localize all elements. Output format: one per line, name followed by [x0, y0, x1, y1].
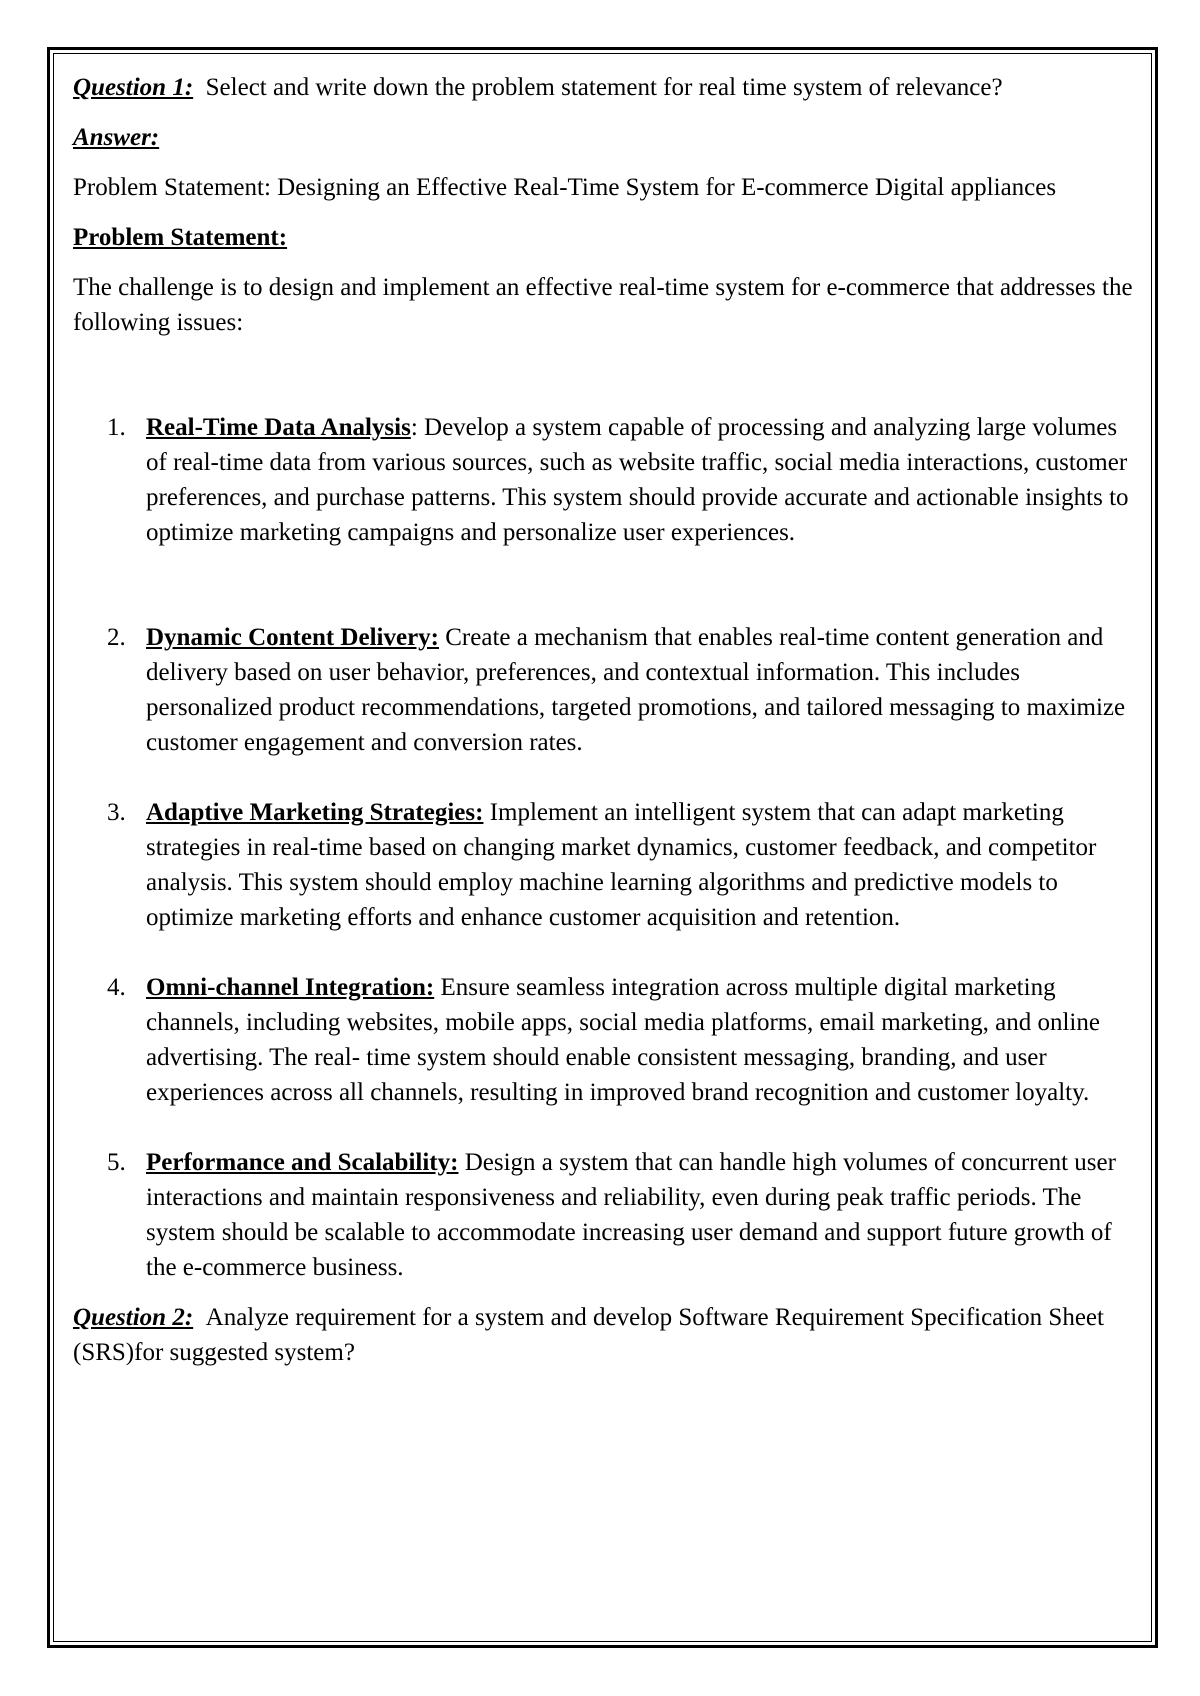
list-item: [73, 410, 1133, 550]
document-body: [73, 70, 1133, 1370]
list-item-number: 4.: [107, 974, 126, 1001]
list-item-number: 1.: [107, 414, 126, 441]
question-2-text: Analyze requirement for a system and develop Software Requirement Specification Sheet (SRS)for suggested system?: [73, 1304, 1104, 1366]
list-item-number: 3.: [107, 799, 126, 826]
list-item-number: 2.: [107, 624, 126, 651]
list-item: [73, 970, 1133, 1110]
list-item-text: Design a system that can handle high volumes of concurrent user interactions and maintain responsiveness and reliability, even during peak traffic periods. The system should be scalable to accommodate increasing user demand and support future growth of the e-commerce business.: [146, 1149, 1116, 1281]
list-item-text: Ensure seamless integration across multiple digital marketing channels, including websites, mobile apps, social media platforms, email marketing, and online advertising. The real- time system should enable consistent messaging, branding, and user experiences across all channels, resulting in improved brand recognition and customer loyalty.: [146, 974, 1100, 1106]
list-item-title: Real-Time Data Analysis: [146, 414, 411, 441]
question-2-label: Question 2:: [73, 1304, 194, 1331]
answer-label-text: Answer:: [73, 124, 160, 151]
list-item-text: Implement an intelligent system that can adapt marketing strategies in real-time based on changing market dynamics, customer feedback, and competitor analysis. This system should employ machine learning algorithms and predictive models to optimize marketing efforts and enhance customer acquisition and retention.: [146, 799, 1097, 931]
problem-statement-heading-text: Problem Statement:: [73, 224, 288, 251]
list-item-number: 5.: [107, 1149, 126, 1176]
list-item: [73, 795, 1133, 935]
list-item-text: Create a mechanism that enables real-time content generation and delivery based on user behavior, preferences, and contextual information. This includes personalized product recommendations, targeted promotions, and tailored messaging to maximize customer engagement and conversion rates.: [146, 624, 1126, 756]
issues-list: [73, 410, 1133, 1285]
list-item-text: : Develop a system capable of processing and analyzing large volumes of real-time data from various sources, such as website traffic, social media interactions, customer preferences, and purchase patterns. This system should provide accurate and actionable insights to optimize marketing campaigns and personalize user experiences.: [146, 414, 1129, 546]
list-item-title: Omni-channel Integration:: [146, 974, 435, 1001]
problem-statement-heading: [73, 220, 1133, 255]
list-item-title: Performance and Scalability:: [146, 1149, 459, 1176]
answer-label: [73, 120, 1133, 155]
question-1-text: Select and write down the problem statement for real time system of relevance?: [205, 74, 1003, 101]
list-item-title: Adaptive Marketing Strategies:: [146, 799, 484, 826]
list-item-title: Dynamic Content Delivery:: [146, 624, 439, 651]
list-item: [73, 620, 1133, 760]
list-item: [73, 1145, 1133, 1285]
question-1: [73, 70, 1133, 105]
problem-statement-description: The challenge is to design and implement an effective real-time system for e-commerce that addresses the following issues:: [73, 274, 1133, 336]
question-1-label: Question 1:: [73, 74, 194, 101]
problem-statement-intro: Problem Statement: Designing an Effective Real-Time System for E-commerce Digital appliances: [73, 174, 1057, 201]
question-2: [73, 1300, 1133, 1370]
